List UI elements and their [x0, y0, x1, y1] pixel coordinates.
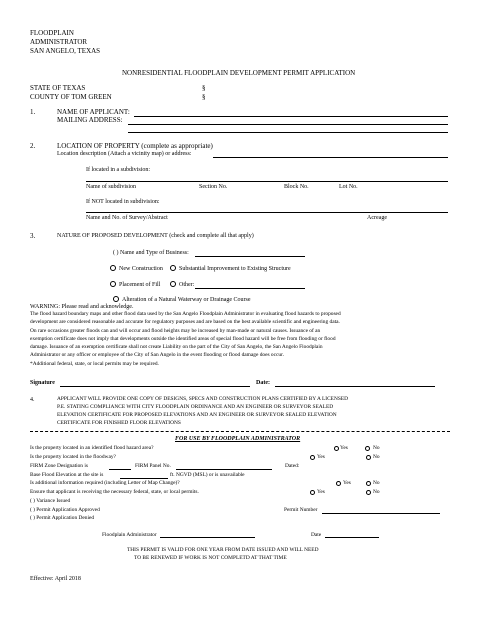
warning-text-line: The flood hazard boundary maps and other flood data used by the San Angelo Floodplain Administrator in evaluating flood hazards to proposed: [30, 311, 341, 317]
survey-label: Name and No. of Survey/Abstract: [86, 215, 168, 221]
administrator-date-label: Date: [311, 532, 322, 538]
other-label: Other:: [179, 282, 195, 288]
additional-info-yes-radio[interactable]: [336, 481, 341, 486]
floodway-no-radio[interactable]: [366, 455, 371, 460]
yes-label: Yes: [317, 489, 325, 495]
yes-label: Yes: [343, 480, 351, 486]
business-field[interactable]: [195, 256, 305, 257]
permit-number-field[interactable]: [322, 513, 440, 514]
location-description-field[interactable]: [213, 157, 448, 158]
permits-question: Ensure that applicant is receiving the necessary federal, state, or local permits.: [30, 489, 199, 495]
page-title: NONRESIDENTIAL FLOODPLAIN DEVELOPMENT PERMIT APPLICATION: [122, 69, 356, 77]
firm-zone-field[interactable]: [109, 469, 131, 470]
firm-panel-field[interactable]: [176, 469, 272, 470]
acreage-label: Acreage: [367, 215, 387, 221]
substantial-improvement-radio[interactable]: [170, 265, 176, 271]
business-label: ( ) Name and Type of Business:: [113, 250, 189, 256]
other-radio[interactable]: [170, 281, 176, 287]
location-description-label: Location description (Attach a vicinity map) or address:: [57, 151, 192, 157]
floodway-question: Is the property located in the floodway?: [30, 454, 116, 460]
firm-panel-label: FIRM Panel No.: [135, 463, 171, 469]
warning-text-line: *Additional federal, state, or local permits may be required.: [30, 361, 159, 367]
section-2-number: 2.: [30, 142, 36, 150]
permits-yes-radio[interactable]: [310, 490, 315, 495]
mailing-address-field-2[interactable]: [128, 132, 448, 133]
signature-date-label: Date:: [256, 380, 270, 386]
permit-number-label: Permit Number: [284, 507, 318, 513]
placement-fill-label: Placement of Fill: [119, 282, 161, 288]
warning-text-line: development are considered reasonable and accurate for regulatory purposes and are based on the best available scientific and engineering data.: [30, 319, 340, 325]
section-1-number: 1.: [30, 108, 36, 116]
warning-text-line: On rare occasions greater floods can and will occur and flood heights may be increased by man-made or natural causes. Issuance of an: [30, 328, 321, 334]
block-no-label: Block No.: [284, 184, 309, 190]
placement-fill-radio[interactable]: [110, 281, 116, 287]
no-label: No: [373, 445, 380, 451]
denied-option[interactable]: ( ) Permit Application Denied: [30, 515, 95, 521]
applicant-name-label: NAME OF APPLICANT:: [57, 108, 130, 116]
warning-text-line: damage. Issuance of an exemption certificate shall not create Liability on the part of the City of San Angelo, the San Angelo Floodplain: [30, 344, 323, 350]
yes-label: Yes: [317, 454, 325, 460]
base-flood-field[interactable]: [120, 478, 168, 479]
mailing-address-field[interactable]: [128, 124, 448, 125]
other-field[interactable]: [195, 288, 305, 289]
section-3-number: 3.: [30, 232, 36, 240]
no-label: No: [373, 489, 380, 495]
additional-info-no-radio[interactable]: [366, 481, 371, 486]
flood-hazard-question: Is the property located in an identified flood hazard area?: [30, 445, 154, 451]
yes-label: Yes: [340, 445, 348, 451]
mailing-address-label: MAILING ADDRESS:: [57, 116, 123, 124]
no-label: No: [373, 480, 380, 486]
section-4-line: ELEVATION CERTIFICATE FOR PROPOSED ELEVATIONS AND AN ENGINEER OR SURVEYOR SEALED ELEVATION: [57, 412, 337, 418]
not-subdivision-heading: If NOT located in subdivision:: [86, 199, 160, 205]
section-no-label: Section No.: [199, 184, 228, 190]
state-label: STATE OF TEXAS: [30, 84, 86, 92]
section-divider: [30, 431, 450, 432]
approved-option[interactable]: ( ) Permit Application Approved: [30, 507, 100, 513]
signature-date-field[interactable]: [275, 386, 435, 387]
section-4-line: P.E. STATING COMPLIANCE WITH CITY FLOODPLAIN ORDINANCE AND AN ENGINEER OR SURVEYOR SEALED: [57, 404, 334, 410]
validity-line-1: THIS PERMIT IS VALID FOR ONE YEAR FROM DATE ISSUED AND WILL NEED: [127, 547, 319, 553]
signature-field[interactable]: [60, 386, 250, 387]
validity-line-2: TO BE RENEWED IF WORK IS NOT COMPLETD AT THAT TIME: [134, 555, 287, 561]
permits-no-radio[interactable]: [366, 490, 371, 495]
admin-heading: FOR USE BY FLOODPLAIN ADMINISTRATOR: [175, 436, 301, 442]
section-4-number: 4.: [30, 397, 35, 403]
subdivision-heading: If located in a subdivision:: [86, 167, 150, 173]
section-4-line: CERTIFICATE FOR FINISHED FLOOR ELEVATIONS: [57, 420, 181, 426]
additional-info-question: Is additional information required (including Letter of Map Change)?: [30, 480, 180, 486]
floodway-yes-radio[interactable]: [310, 455, 315, 460]
substantial-improvement-label: Substantial Improvement to Existing Structure: [179, 266, 291, 272]
header-line-2: ADMINISTRATOR: [30, 38, 88, 46]
applicant-name-field[interactable]: [134, 116, 448, 117]
signature-label: Signature: [30, 380, 55, 386]
firm-zone-label: FIRM Zone Designation is: [30, 463, 88, 469]
warning-heading: WARNING: Please read and acknowledge.: [30, 304, 134, 310]
header-line-1: FLOODPLAIN: [30, 29, 74, 37]
header-line-3: SAN ANGELO, TEXAS: [30, 47, 101, 55]
warning-text-line: exemption certificate does not imply that developments outside the identified areas of special flood hazard will be free from flooding or flood: [30, 336, 336, 342]
administrator-label: Floodplain Administrator: [102, 532, 157, 538]
alteration-radio[interactable]: [113, 296, 119, 302]
dated-label: Dated:: [285, 463, 300, 469]
administrator-signature-field[interactable]: [160, 537, 255, 538]
administrator-date-field[interactable]: [325, 537, 379, 538]
new-construction-radio[interactable]: [110, 265, 116, 271]
county-label: COUNTY OF TOM GREEN: [30, 93, 112, 101]
section-4-line: APPLICANT WILL PROVIDE ONE COPY OF DESIGNS, SPECS AND CONSTRUCTION PLANS CERTIFIED BY A LICENSED: [57, 396, 349, 402]
flood-hazard-no-radio[interactable]: [365, 446, 370, 451]
base-flood-label: Base Flood Elevation at the site is: [30, 472, 104, 478]
variance-option[interactable]: ( ) Variance Issued: [30, 498, 71, 504]
ngvd-label: ft. NGVD (MSL) or is unavailable: [170, 472, 245, 478]
alteration-label: Alteration of a Natural Waterway or Drainage Course: [122, 297, 251, 303]
flood-hazard-yes-radio[interactable]: [334, 446, 339, 451]
section-symbol: §: [202, 93, 206, 101]
survey-field[interactable]: [86, 212, 448, 213]
new-construction-label: New Construction: [119, 266, 163, 272]
effective-date: Effective: April 2018: [30, 576, 81, 582]
section-symbol: §: [202, 84, 206, 92]
location-label: LOCATION OF PROPERTY (complete as appropriate): [57, 142, 213, 150]
no-label: No: [373, 454, 380, 460]
subdivision-field[interactable]: [86, 181, 448, 182]
lot-no-label: Lot No.: [339, 184, 358, 190]
subdivision-name-label: Name of subdivision: [86, 184, 136, 190]
development-nature-label: NATURE OF PROPOSED DEVELOPMENT (check and complete all that apply): [57, 233, 254, 239]
warning-text-line: Administrator or any officer or employee of the City of San Angelo in the event flooding or flood damage does occur.: [30, 352, 284, 358]
